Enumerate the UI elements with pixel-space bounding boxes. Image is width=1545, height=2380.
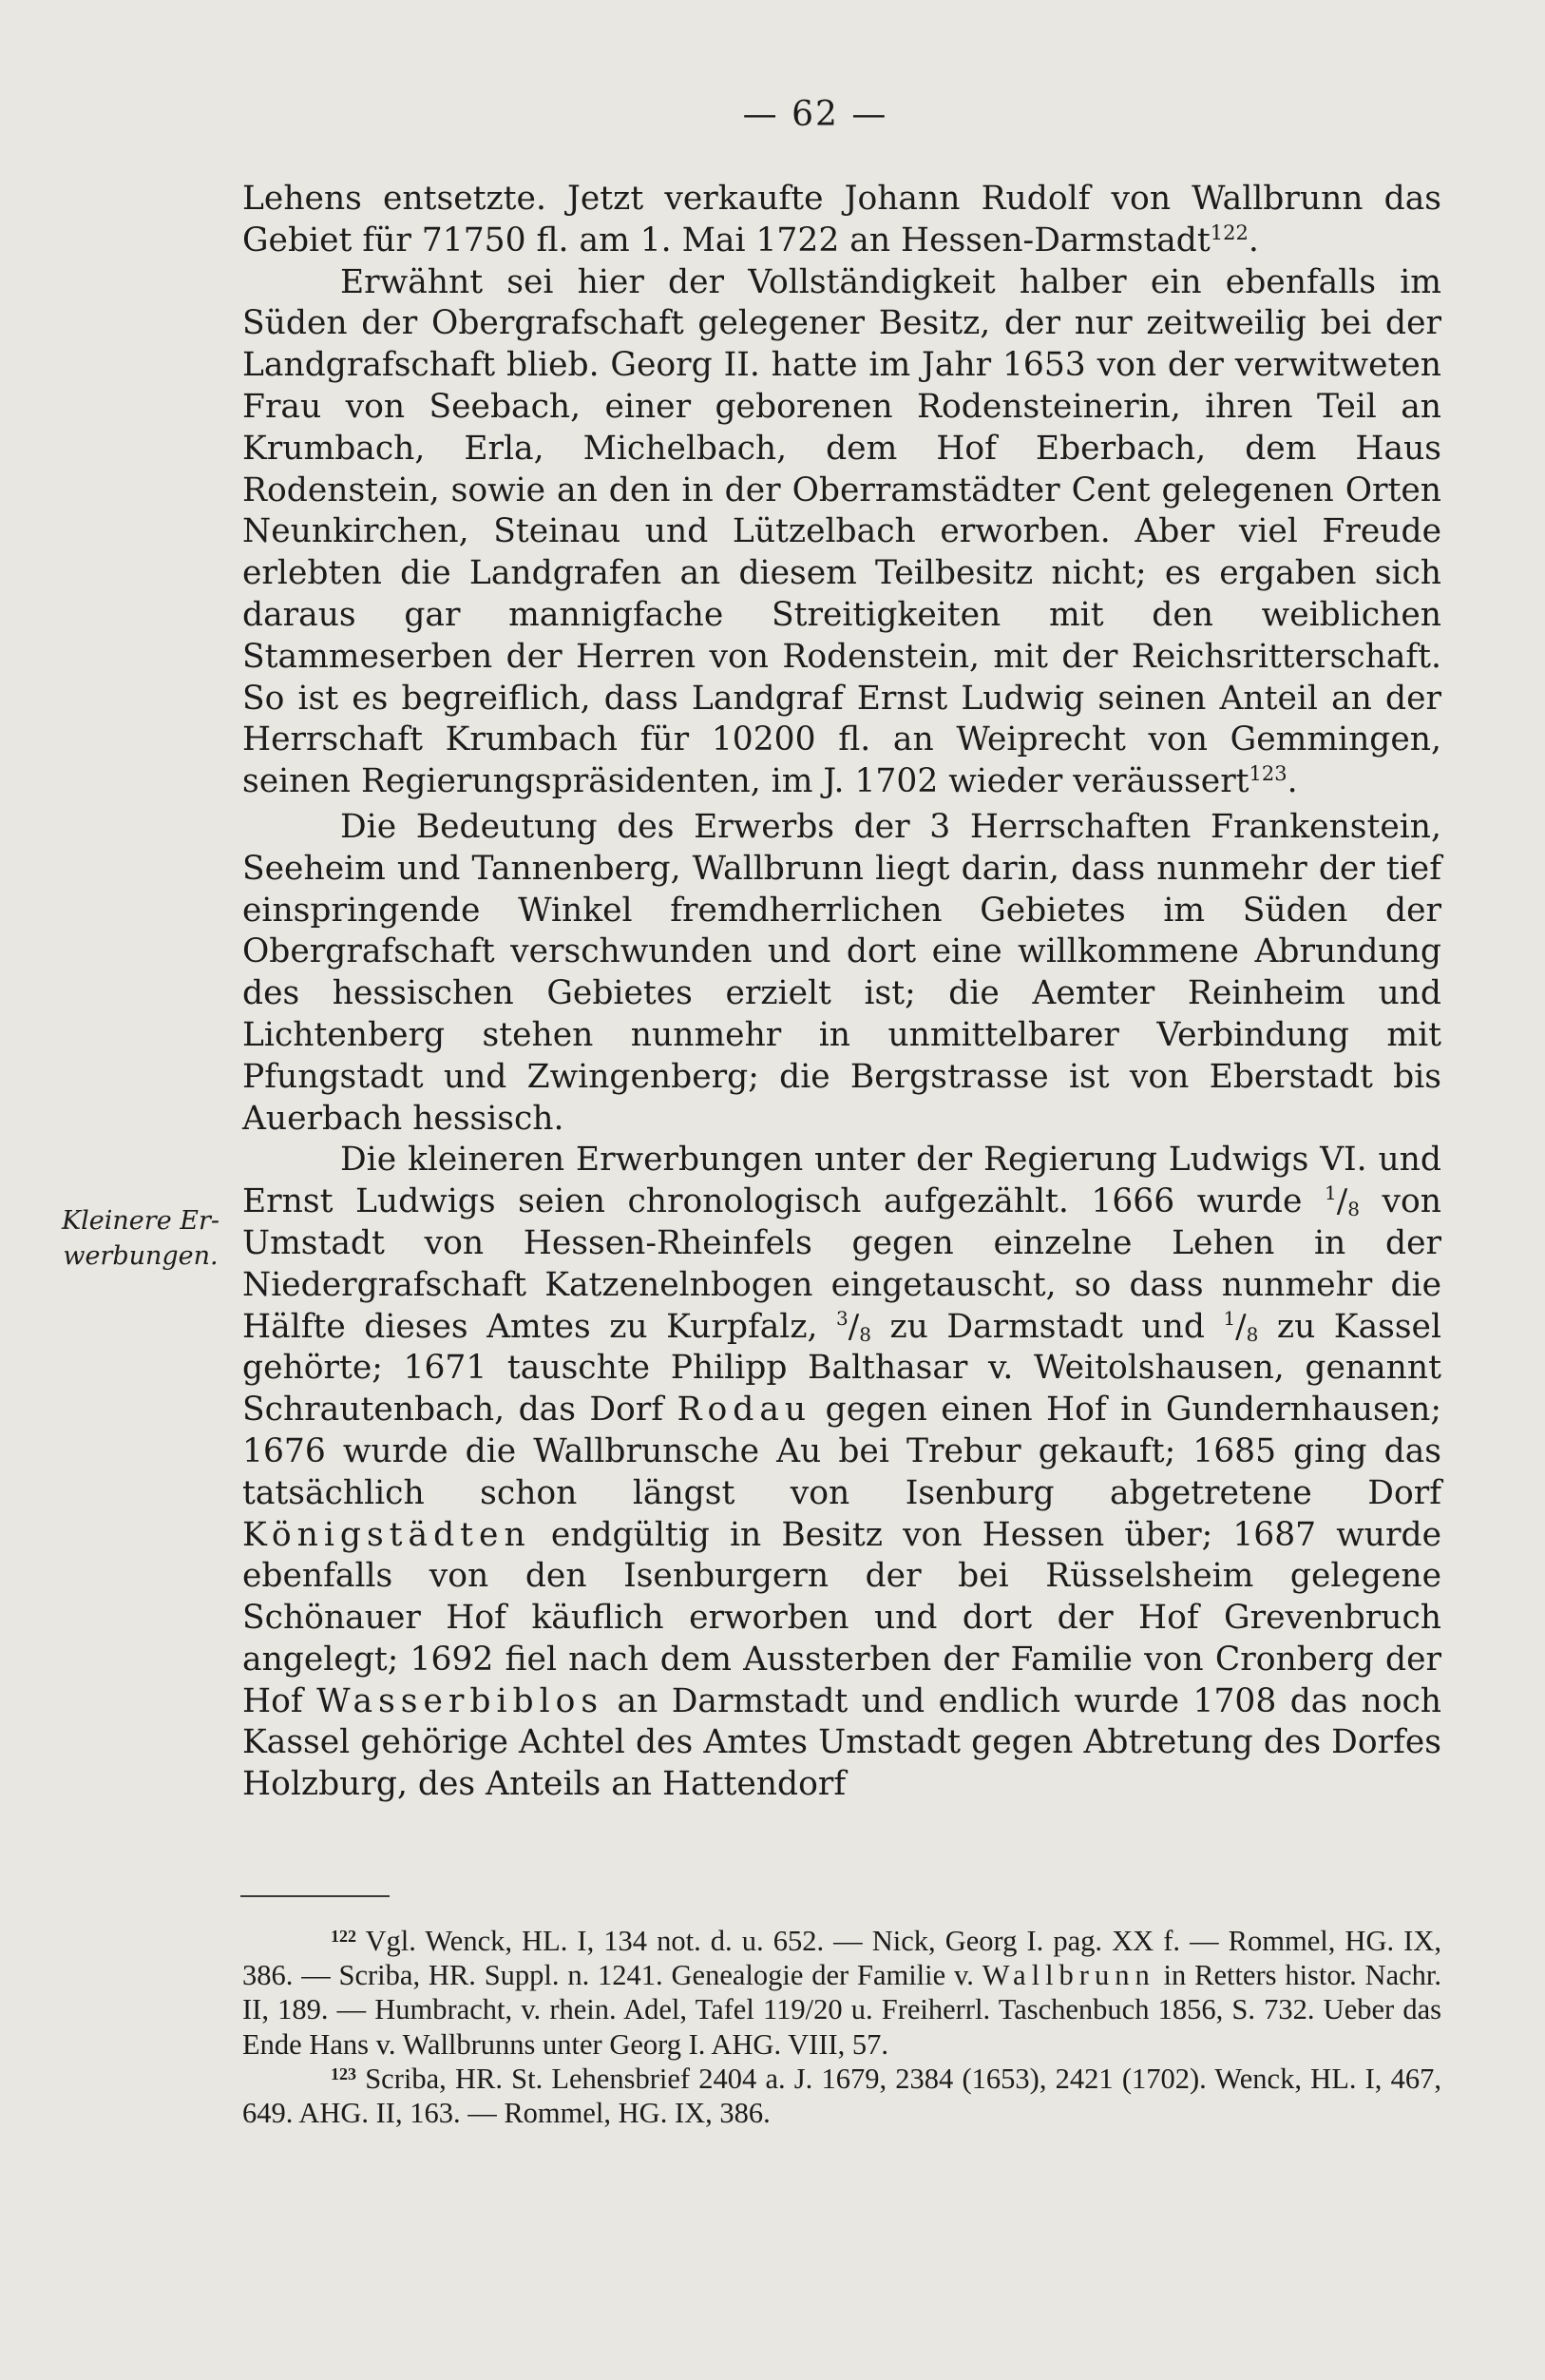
- fraction-one-eighth-2: $^1/_8$: [1223, 1306, 1259, 1346]
- footnote-122: $^{122}$ Vgl. Wenck, HL. I, 134 not. d. u. 652. — Nick, Georg I. pag. XX f. — Rommel, HG. IX, 386. — Scriba, HR. Suppl. n. 1241. Genealogie der Familie v. Wallbrunn in Retters histor. Nachr. II, 189. — Humbracht, v. rhein. Adel, Tafel 119/20 u. Freiherrl. Taschenbuch 1856, S. 732. Ueber das Ende Hans v. Wallbrunns unter Georg I. AHG. VIII, 57.: [242, 1925, 1442, 2061]
- place-wasserbiblos: Wasserbiblos: [316, 1681, 604, 1720]
- paragraph-2: Erwähnt sei hier der Vollständigkeit halber ein ebenfalls im Süden der Obergrafschaft gelegener Besitz, der nur zeitweilig bei der Landgrafschaft blieb. Georg II. hatte im Jahr 1653 von der verwitweten Frau von Seebach, einer geborenen Rodensteinerin, ihren Teil an Krumbach, Erla, Michelbach, dem Hof Eberbach, dem Haus Rodenstein, sowie an den in der Oberramstädter Cent gelegenen Orten Neunkirchen, Steinau und Lützelbach erworben. Aber viel Freude erlebten die Landgrafen an diesem Teilbesitz nicht; es ergaben sich daraus gar mannigfache Streitigkeiten mit den weiblichen Stammeserben der Herren von Rodenstein, mit der Reichsritterschaft. So ist es begreiflich, dass Landgraf Ernst Ludwig seinen Anteil an der Herrschaft Krumbach für 10200 fl. an Weiprecht von Gemmingen, seinen Regierungspräsidenten, im J. 1702 wieder veräussert$^{123}$.: [242, 262, 1441, 801]
- margin-note: [46, 1203, 236, 1274]
- footnotes: [242, 1924, 1441, 2130]
- footnote-divider: [240, 1895, 390, 1897]
- fraction-three-eighths: $^3/_8$: [836, 1306, 871, 1346]
- margin-note-line-2: werbungen.: [63, 1241, 219, 1271]
- margin-note-line-1: Kleinere Er-: [62, 1206, 219, 1236]
- paragraph-3: Die Bedeutung des Erwerbs der 3 Herrschaften Frankenstein, Seeheim und Tannenberg, Wallbrunn liegt darin, dass nunmehr der tief einspringende Winkel fremdherrlichen Gebietes im Süden der Obergrafschaft verschwunden und dort eine willkommene Abrundung des hessischen Gebietes erzielt ist; die Aemter Reinheim und Lichtenberg stehen nunmehr in unmittelbarer Verbindung mit Pfungstadt und Zwingenberg; die Bergstrasse ist von Eberstadt bis Auerbach hessisch.: [242, 807, 1441, 1138]
- footnote-123: $^{123}$ Scriba, HR. St. Lehensbrief 2404 a. J. 1679, 2384 (1653), 2421 (1702). Wenck, HL. I, 467, 649. AHG. II, 163. — Rommel, HG. IX, 386.: [242, 2062, 1442, 2130]
- paragraph-1: Lehens entsetzte. Jetzt verkaufte Johann Rudolf von Wallbrunn das Gebiet für 71750 fl. am 1. Mai 1722 an Hessen-Darmstadt$^{122}$.: [242, 180, 1441, 259]
- place-rodau: Rodau: [677, 1391, 812, 1430]
- paragraph-4: Die kleineren Erwerbungen unter der Regierung Ludwigs VI. und Ernst Ludwigs seien chronologisch aufgezählt. 1666 wurde $^1/_8$ von Umstadt von Hessen-Rheinfels gegen einzelne Lehen in der Niedergrafschaft Katzenelnbogen eingetauscht, so dass nunmehr die Hälfte dieses Amtes zu Kurpfalz, $^3/_8$ zu Darmstadt und $^1/_8$ zu Kassel gehörte; 1671 tauschte Philipp Balthasar v. Weitolshausen, genannt Schrautenbach, das Dorf Rodau gegen einen Hof in Gundernhausen; 1676 wurde die Wallbrunsche Au bei Trebur gekauft; 1685 ging das tatsächlich schon längst von Isenburg abgetretene Dorf Königstädten endgültig in Besitz von Hessen über; 1687 wurde ebenfalls von den Isenburgern der bei Rüsselsheim gelegene Schönauer Hof käuflich erworben und dort der Hof Grevenbruch angelegt; 1692 fiel nach dem Aussterben der Familie von Cronberg der Hof Wasserbiblos an Darmstadt und endlich wurde 1708 das noch Kassel gehörige Achtel des Amtes Umstadt gegen Abtretung des Dorfes Holzburg, des Anteils an Hattendorf: [242, 1141, 1442, 1804]
- place-koenigstaedten: Königstädten: [242, 1515, 531, 1554]
- footnote-ref-122: 122: [1210, 221, 1249, 244]
- footnote-ref-123: 123: [1249, 762, 1288, 786]
- main-text: [242, 179, 1441, 1806]
- page-number: — 62 —: [742, 95, 888, 134]
- fraction-one-eighth: $^1/_8$: [1325, 1181, 1360, 1221]
